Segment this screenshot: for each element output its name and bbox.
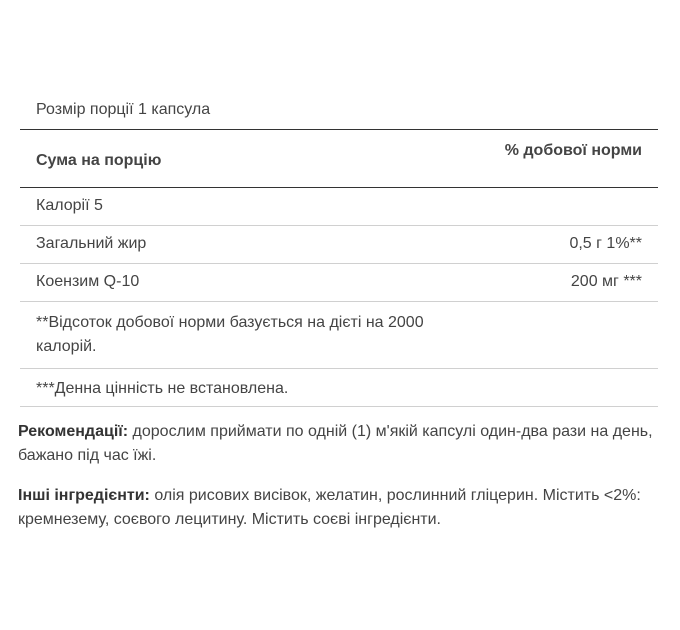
table-row [20, 226, 658, 264]
serving-size-row [20, 90, 658, 130]
nutrient-name: Загальний жир [36, 235, 147, 252]
nutrient-value: 200 мг *** [570, 273, 642, 290]
other-ingredients-label: Інші інгредієнти: [18, 487, 150, 504]
table-row [20, 188, 658, 226]
recommendations-paragraph [18, 420, 658, 468]
nutrient-name: Калорії 5 [36, 197, 103, 214]
other-ingredients-text: олія рисових висівок, желатин, рослинний гліцерин. Містить <2%: кремнезему, соєвого лецитину. Містить соєві інгредієнти. [18, 487, 641, 528]
table-header [20, 130, 658, 188]
supplement-facts-table [20, 90, 658, 407]
recommendations-text: дорослим приймати по одній (1) м'якій капсулі один-два рази на день, бажано під час їжі. [18, 423, 653, 464]
table-row [20, 264, 658, 302]
nutrient-name: Коензим Q-10 [36, 273, 140, 290]
recommendations-label: Рекомендації: [18, 423, 129, 440]
not-established-footnote: ***Денна цінність не встановлена. [20, 369, 658, 407]
serving-size-text: Розмір порції 1 капсула [36, 101, 211, 118]
nutrient-value: 0,5 г 1%** [569, 235, 642, 252]
other-ingredients-paragraph [18, 484, 658, 532]
amount-per-serving-label: Сума на порцію [36, 152, 162, 169]
daily-value-label: % добової норми [504, 142, 642, 159]
daily-value-footnote: **Відсоток добової норми базується на дієті на 2000 калорій. [20, 302, 658, 369]
